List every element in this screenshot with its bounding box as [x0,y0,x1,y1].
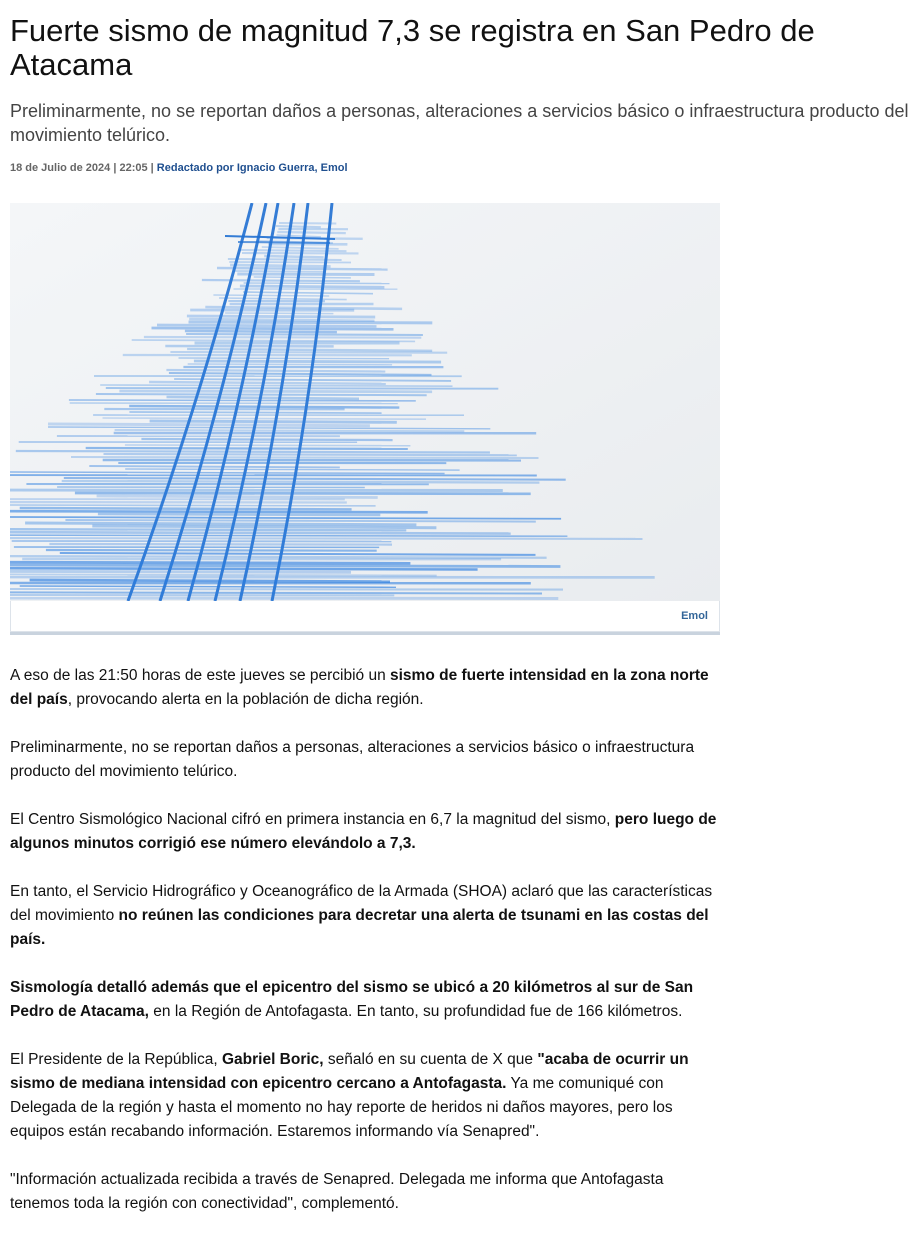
seismogram-trace [16,451,490,453]
seismogram-trace [264,256,324,257]
seismogram-trace [30,580,390,582]
seismogram-trace [98,514,380,515]
seismogram-trace [12,541,392,542]
seismogram-trace [157,325,377,326]
seismogram-trace [179,358,390,359]
article-image[interactable] [10,203,720,635]
seismogram-trace [152,328,394,329]
bold-text: sismo de fuerte intensidad en la zona norte del país [10,667,709,708]
seismogram-trace [144,337,421,338]
seismogram-trace [10,511,428,512]
seismogram-trace [217,268,388,270]
seismogram-trace [150,421,397,422]
seismogram-trace [229,262,351,263]
seismogram-trace [213,295,329,296]
seismogram-trace [186,334,423,335]
publish-date: 18 de Julio de 2024 | 22:05 | [10,162,157,174]
seismogram-trace [10,529,406,530]
seismogram-trace [202,280,360,281]
text: Preliminarmente, no se reportan daños a personas, alteraciones a servicios básico o infraestructura producto del movimiento telúrico. [10,739,694,780]
seismogram-trace [75,493,531,494]
seismogram-trace [129,406,399,408]
text: El Centro Sismológico Nacional cifró en primera instancia en 6,7 la magnitud del sismo, [10,811,615,828]
seismogram-trace [69,400,416,401]
seismogram-trace [46,550,377,551]
article-paragraph [10,880,722,952]
bold-text: Sismología detalló además que el epicentro del sismo se ubicó a 20 kilómetros al sur de San Pedro de Atacama, [10,979,693,1020]
seismogram-trace [10,568,478,570]
text: Ya me comuniqué con Delegada de la región y hasta el momento no hay reporte de heridos ni daños mayores, pero los equipos están recabando información. Estaremos informando vía Senapred". [10,1075,673,1140]
seismogram-trace [106,388,499,389]
seismogram-trace [276,226,321,227]
seismogram-trace [241,250,347,251]
seismogram-trace [240,286,385,287]
bold-text: "acaba de ocurrir un sismo de mediana intensidad con epicentro cercano a Antofagasta. [10,1051,689,1092]
seismogram-trace [141,439,392,440]
seismogram-trace [244,283,390,284]
seismogram-trace [188,364,392,365]
article-headline: Fuerte sismo de magnitud 7,3 se registra en San Pedro de Atacama [10,14,910,82]
seismogram-trace [104,454,517,455]
seismogram-trace [279,223,336,224]
text: En tanto, el Servicio Hidrográfico y Oceanográfico de la Armada (SHOA) aclaró que las características del movimiento [10,883,712,924]
seismogram-trace [10,598,558,599]
seismogram-trace [233,271,324,272]
seismogram-trace [25,523,416,525]
seismogram-trace [228,259,342,260]
seismogram-trace [10,490,503,491]
text: El Presidente de la República, [10,1051,222,1068]
image-credit: Emol [681,610,708,622]
article-paragraph [10,1168,722,1216]
seismogram-trace [10,475,537,476]
seismogram-trace [48,424,370,426]
bold-text: Gabriel Boric, [222,1051,324,1068]
seismogram-trace [10,571,351,572]
seismogram-trace [10,532,511,534]
article-subtitle: Preliminarmente, no se reportan daños a personas, alteraciones a servicios básico o infraestructura producto del movimiento telúrico. [10,99,915,147]
seismogram-trace [189,322,433,323]
seismogram-trace [129,412,381,413]
seismogram-trace [62,481,540,483]
seismogram-trace [92,526,436,528]
seismogram-trace [10,538,643,539]
seismogram-trace [10,505,376,506]
seismogram-trace [277,232,346,233]
article-paragraph [10,808,722,856]
seismogram-trace [20,508,352,509]
seismogram-trace [86,448,408,449]
seismogram-trace [167,397,360,399]
seismogram-image [10,203,720,601]
seismogram-trace [166,370,385,372]
seismogram-trace [96,394,427,395]
seismogram-trace [10,589,563,590]
article-paragraph [10,664,722,712]
article-paragraph [10,976,722,1024]
seismogram-trace [49,544,392,545]
seismogram-trace [237,274,374,275]
seismogram-trace [225,313,333,314]
author-link[interactable]: Redactado por Ignacio Guerra, Emol [157,162,348,174]
text: señaló en su cuenta de X que [324,1051,538,1068]
seismogram-trace [10,565,560,567]
seismogram-trace [267,238,363,239]
seismogram-trace [10,502,347,503]
seismogram-trace [125,445,411,446]
seismogram-trace [97,496,378,498]
text: en la Región de Antofagasta. En tanto, su profundidad fue de 166 kilómetros. [149,1003,682,1020]
seismogram-trace [185,331,337,332]
image-caption-bar [10,601,720,632]
seismogram-trace [254,277,351,278]
text: , provocando alerta en la población de dicha región. [68,691,424,708]
seismogram-trace [119,391,432,392]
article-byline [10,162,348,174]
seismogram-trace [10,562,410,563]
article-paragraph [10,736,722,784]
text: A eso de las 21:50 horas de este jueves se percibió un [10,667,390,684]
seismogram-trace [57,487,365,488]
article-paragraph [10,1048,722,1144]
text: "Información actualizada recibida a través de Senapred. Delegada me informa que Antofagasta tenemos toda la región con conectividad", complementó. [10,1171,663,1212]
seismogram-trace [70,403,398,404]
seismogram-trace [230,265,331,267]
seismogram-trace [194,361,441,362]
seismogram-trace [115,430,465,431]
seismogram-trace [170,352,447,353]
seismogram-trace [71,457,539,458]
bold-text: pero luego de algunos minutos corrigió ese número elevándolo a 7,3. [10,811,716,852]
seismogram-trace [187,316,375,317]
bold-text: no reúnen las condiciones para decretar una alerta de tsunami en las costas del país. [10,907,709,948]
article-body [10,664,722,1240]
